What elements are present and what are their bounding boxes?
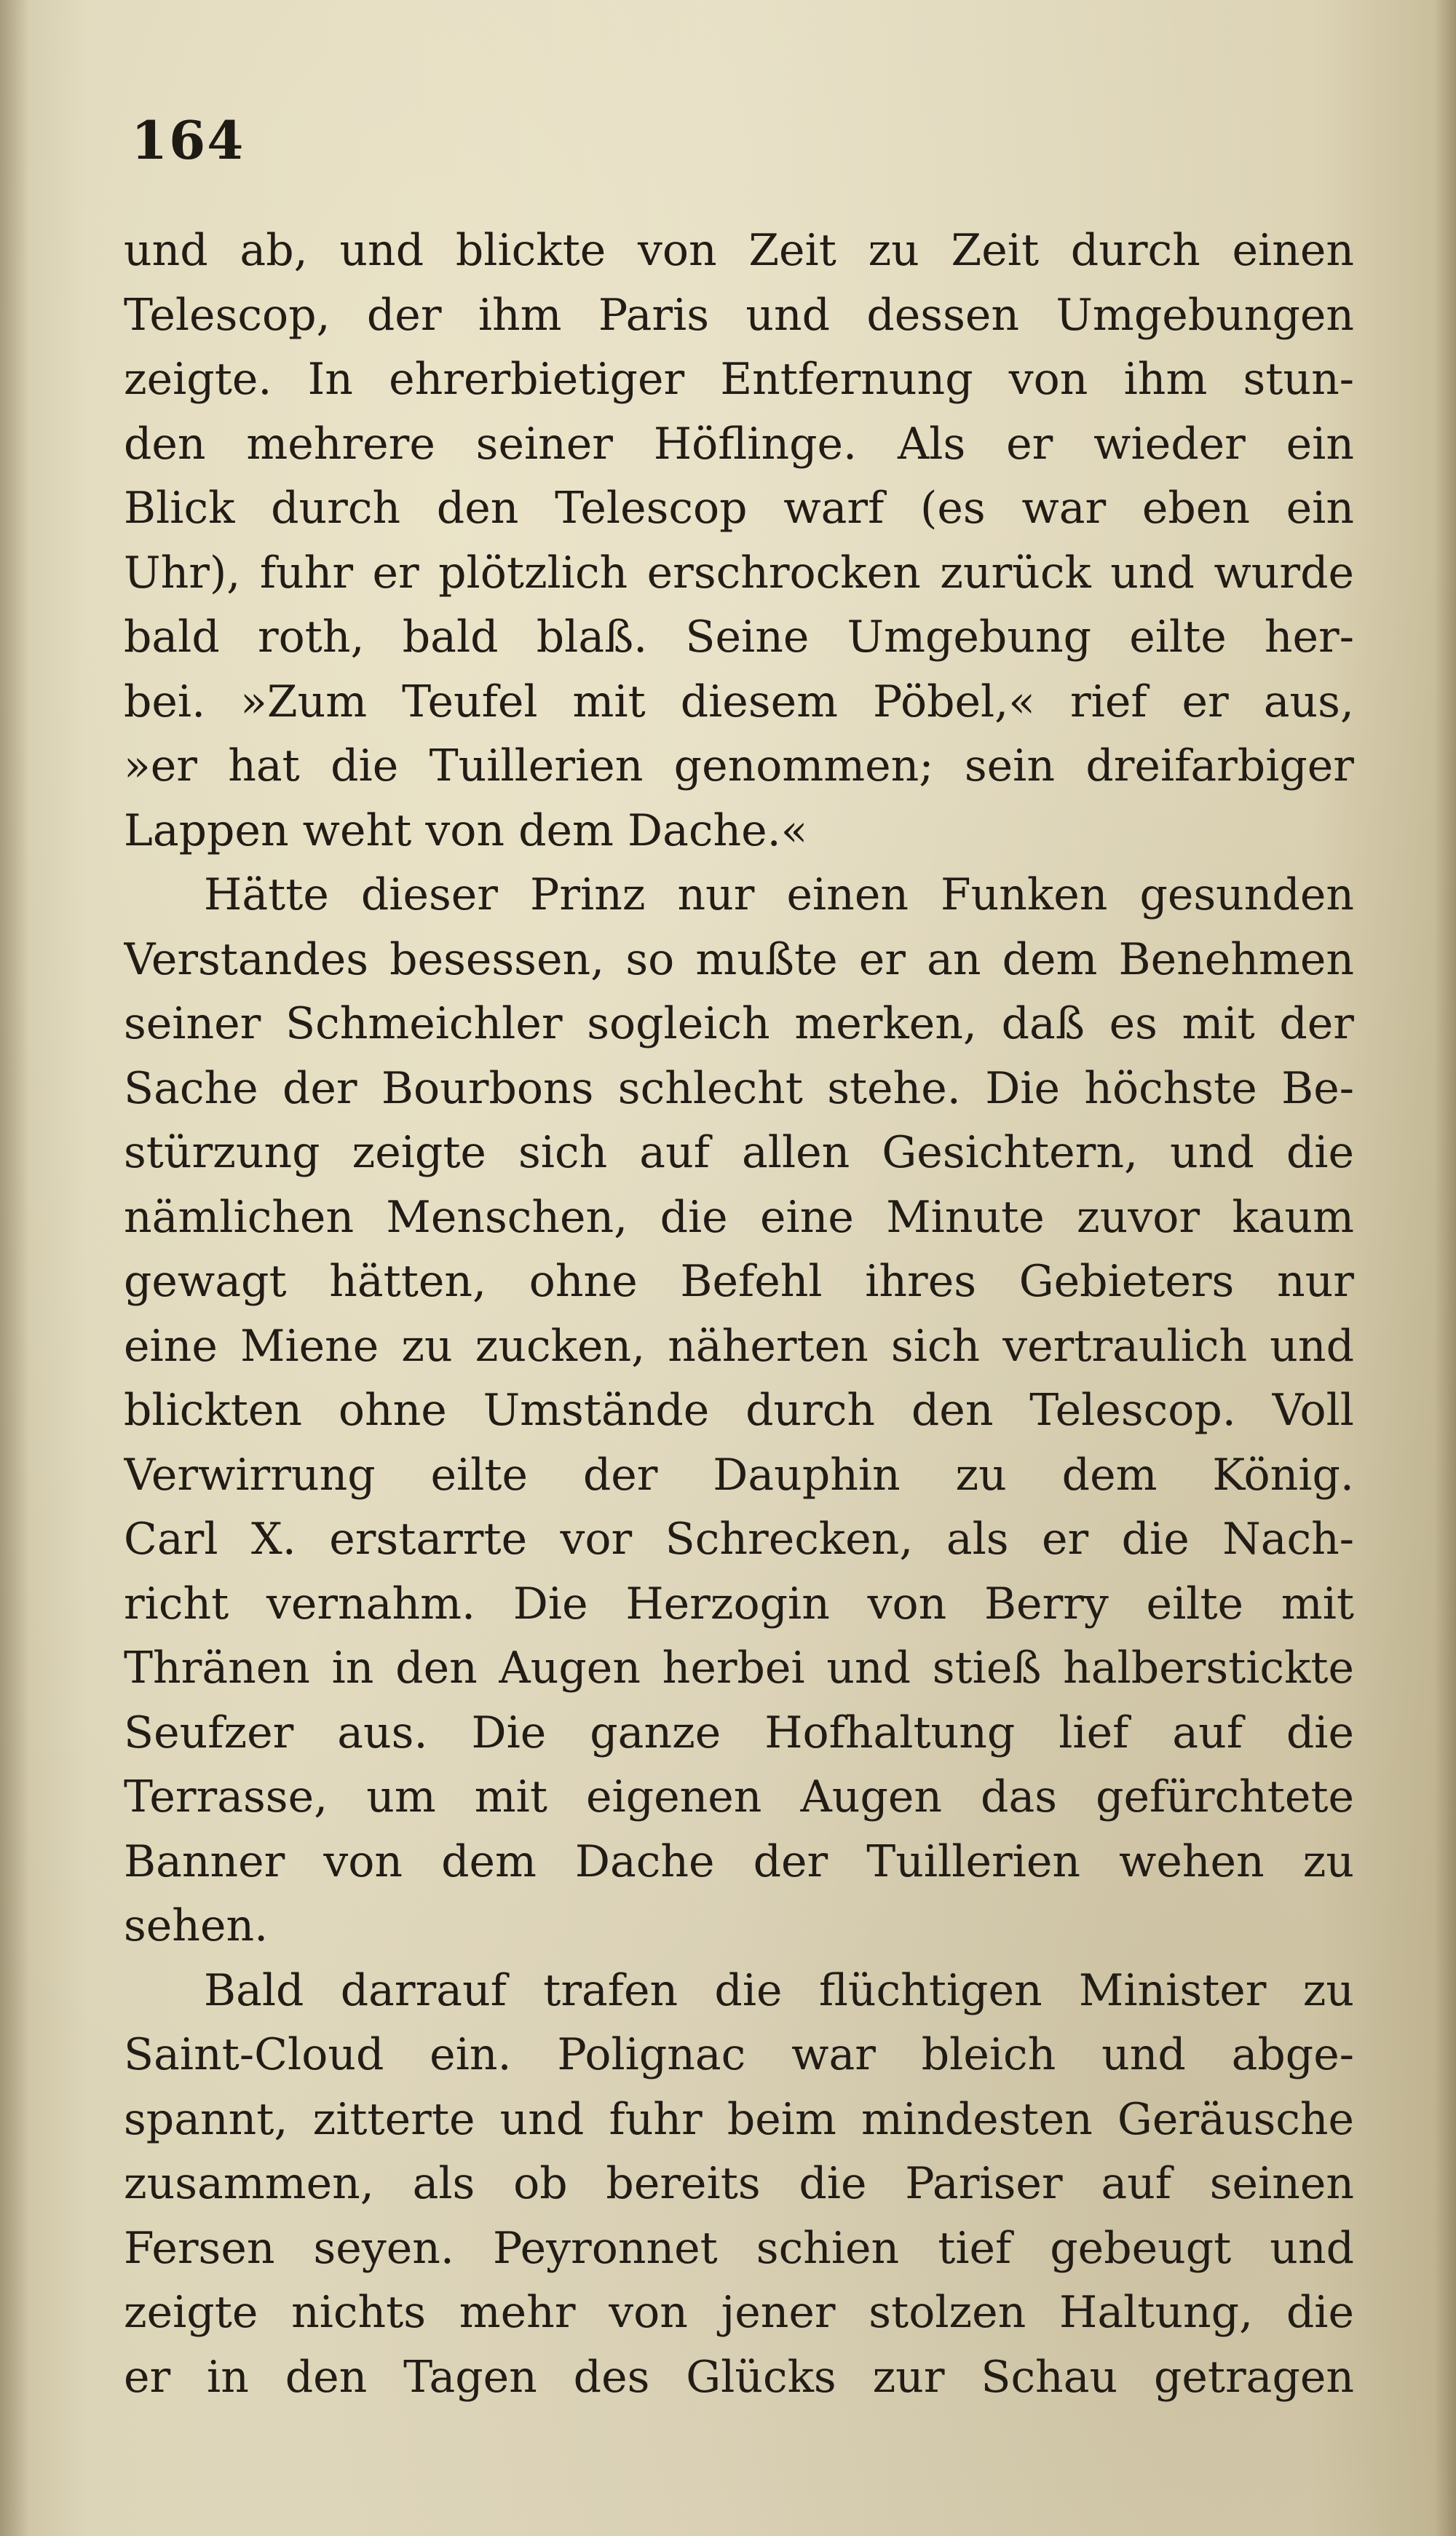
text-line: sehen. <box>124 1900 269 1951</box>
text-line: Uhr), fuhr er plötzlich erschrocken zurück und wurde <box>124 547 1354 599</box>
page-edge-left <box>0 0 29 2536</box>
text-line: Lappen weht von dem Dache.« <box>124 805 808 856</box>
text-line: Bald darrauf trafen die flüchtigen Minister zu <box>204 1964 1354 2016</box>
text-line: Verwirrung eilte der Dauphin zu dem König. <box>124 1449 1354 1501</box>
text-line: eine Miene zu zucken, näherten sich vertraulich und <box>124 1320 1354 1372</box>
text-line: stürzung zeigte sich auf allen Gesichtern, und die <box>124 1127 1354 1178</box>
text-line: den mehrere seiner Höflinge. Als er wieder ein <box>124 418 1354 470</box>
page-number: 164 <box>131 109 245 171</box>
text-line: Terrasse, um mit eigenen Augen das gefürchtete <box>124 1771 1354 1822</box>
paragraph-3 <box>124 1959 1354 2410</box>
text-line: blickten ohne Umstände durch den Telescop. Voll <box>124 1385 1354 1436</box>
text-line: Hätte dieser Prinz nur einen Funken gesunden <box>204 869 1354 920</box>
text-line: Saint-Cloud ein. Polignac war bleich und abge- <box>124 2029 1354 2080</box>
text-line: zeigte nichts mehr von jener stolzen Haltung, die <box>124 2287 1354 2338</box>
text-line: bei. »Zum Teufel mit diesem Pöbel,« rief er aus, <box>124 676 1354 727</box>
text-line: richt vernahm. Die Herzogin von Berry eilte mit <box>124 1578 1354 1630</box>
text-line: zusammen, als ob bereits die Pariser auf seinen <box>124 2158 1354 2209</box>
text-line: und ab, und blickte von Zeit zu Zeit durch einen <box>124 225 1354 276</box>
text-line: er in den Tagen des Glücks zur Schau getragen <box>124 2351 1354 2403</box>
text-line: gewagt hätten, ohne Befehl ihres Gebieters nur <box>124 1256 1354 1307</box>
text-line: Banner von dem Dache der Tuillerien wehen zu <box>124 1836 1354 1887</box>
paragraph-2 <box>124 863 1354 1959</box>
text-line: Seufzer aus. Die ganze Hofhaltung lief auf die <box>124 1707 1354 1758</box>
paragraph-1 <box>124 218 1354 863</box>
text-line: bald roth, bald blaß. Seine Umgebung eilte her- <box>124 612 1354 663</box>
text-line: Carl X. erstarrte vor Schrecken, als er die Nach- <box>124 1514 1354 1565</box>
text-line: nämlichen Menschen, die eine Minute zuvor kaum <box>124 1191 1354 1243</box>
text-line: zeigte. In ehrerbietiger Entfernung von ihm stun- <box>124 354 1354 405</box>
text-line: seiner Schmeichler sogleich merken, daß es mit der <box>124 998 1354 1049</box>
text-line: »er hat die Tuillerien genommen; sein dreifarbiger <box>124 740 1354 791</box>
text-line: Telescop, der ihm Paris und dessen Umgebungen <box>124 289 1354 341</box>
text-line: Thränen in den Augen herbei und stieß halberstickte <box>124 1643 1354 1694</box>
text-line: Sache der Bourbons schlecht stehe. Die höchste Be- <box>124 1062 1354 1114</box>
text-line: Fersen seyen. Peyronnet schien tief gebeugt und <box>124 2222 1354 2274</box>
page-edge-right <box>1434 0 1456 2536</box>
page-text <box>124 218 1354 2409</box>
text-line: Blick durch den Telescop warf (es war eben ein <box>124 483 1354 534</box>
text-line: Verstandes besessen, so mußte er an dem Benehmen <box>124 933 1354 985</box>
text-line: spannt, zitterte und fuhr beim mindesten Geräusche <box>124 2093 1354 2145</box>
